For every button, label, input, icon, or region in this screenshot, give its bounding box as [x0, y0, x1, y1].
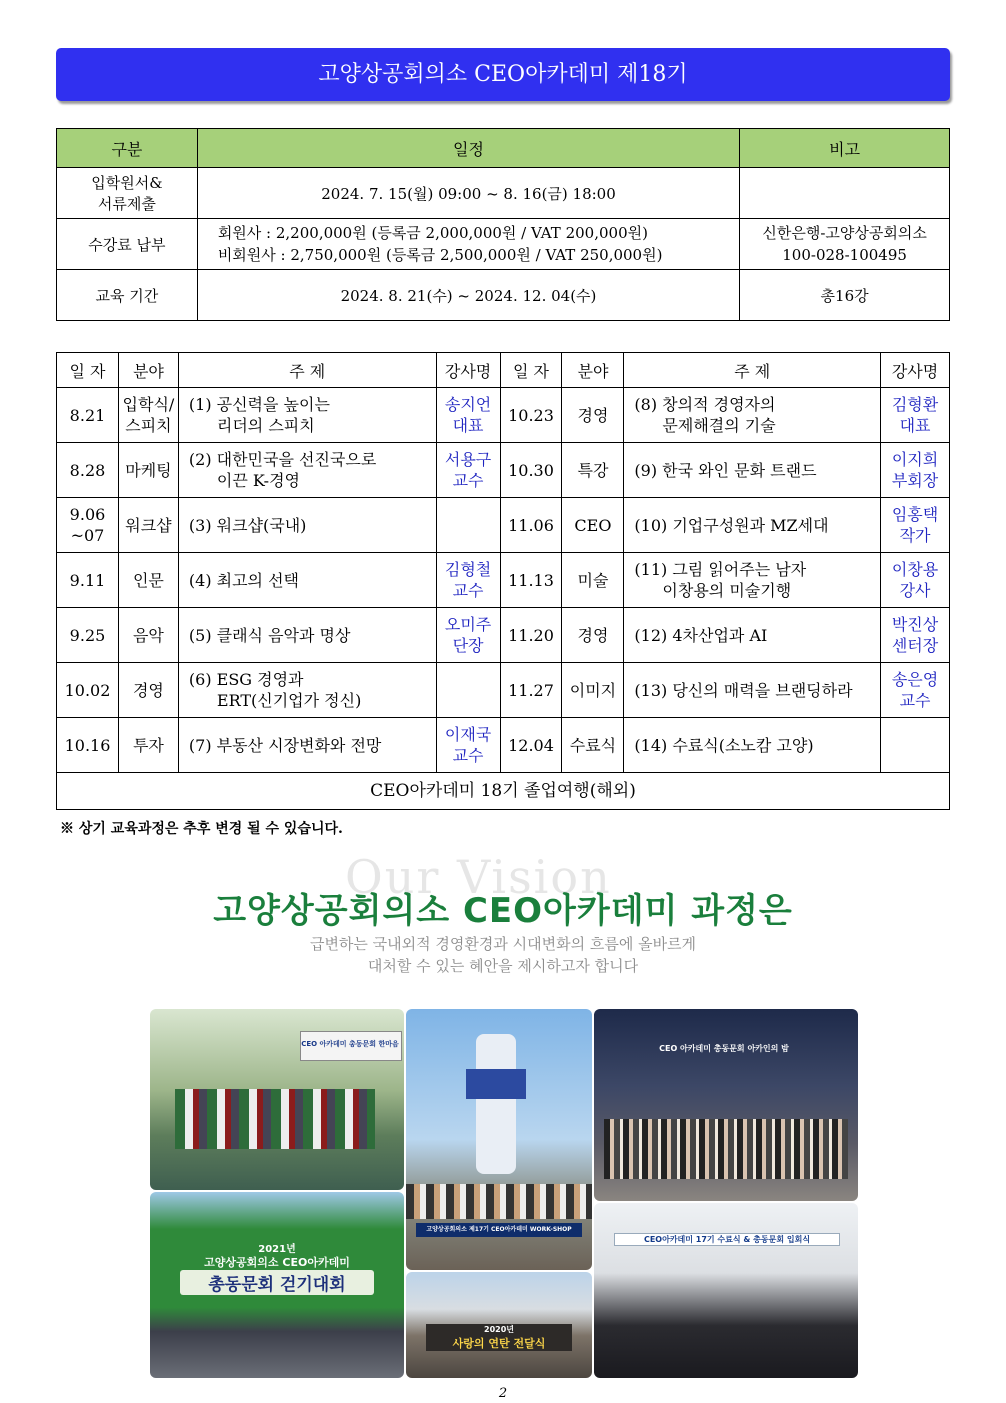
session-topic-line: (7) 부동산 시장변화와 전망 [188, 735, 382, 755]
info-header-row [57, 129, 950, 168]
session-topic [624, 498, 881, 553]
session-lecturer-line: 이창용 [891, 560, 939, 579]
session-topic-line: 문제해결의 기술 [662, 416, 776, 435]
session-topic [624, 443, 881, 498]
schedule-row [57, 553, 950, 608]
session-lecturer-line: 송은영 [891, 670, 939, 689]
session-lecturer-line: 오미주 [444, 615, 492, 634]
session-date-line: 11.20 [508, 625, 554, 645]
session-lecturer [436, 498, 500, 553]
session-field-line: 마케팅 [125, 460, 172, 480]
photo-banner: 고양상공회의소 제17기 CEO아카데미 WORK-SHOP [416, 1223, 582, 1237]
session-field [562, 663, 624, 718]
session-lecturer-line: 임홍택 [891, 505, 939, 524]
photo-alumni-night [594, 1009, 858, 1201]
session-field-line: 음악 [132, 625, 164, 645]
tuition-member: 회원사 : 2,200,000원 (등록금 2,000,000원 / VAT 200,000원) [217, 224, 648, 242]
photo-walking-event [150, 1192, 404, 1378]
header-date: 일 자 [500, 353, 562, 388]
vision-subtitle [0, 933, 1006, 977]
session-lecturer [436, 443, 500, 498]
header-lecturer: 강사명 [436, 353, 500, 388]
session-field [562, 388, 624, 443]
schedule-header-row [57, 353, 950, 388]
session-date [500, 663, 562, 718]
session-field [118, 718, 178, 773]
session-lecturer [881, 553, 950, 608]
session-lecturer [881, 388, 950, 443]
session-topic [624, 608, 881, 663]
session-topic [178, 718, 436, 773]
vision-sub-line: 대처할 수 있는 혜안을 제시하고자 합니다 [367, 957, 639, 975]
session-lecturer-line: 단장 [452, 636, 484, 655]
session-field-line: 입학식/ [122, 395, 175, 414]
walking-title: 고양상공회의소 CEO아카데미 [204, 1256, 350, 1269]
session-lecturer-line: 교수 [452, 746, 484, 765]
header-topic: 주 제 [178, 353, 436, 388]
session-field [562, 608, 624, 663]
session-field [118, 388, 178, 443]
session-topic-line: 이끈 K-경영 [216, 471, 300, 490]
session-date-line: 10.16 [64, 735, 111, 755]
session-date [57, 608, 119, 663]
session-date [57, 553, 119, 608]
session-date [57, 498, 119, 553]
session-lecturer [436, 718, 500, 773]
session-field [118, 663, 178, 718]
photo-workshop [406, 1009, 592, 1270]
page-title: 고양상공회의소 CEO아카데미 제18기 [56, 48, 950, 101]
session-date-line: 8.21 [69, 405, 106, 425]
info-header-schedule: 일정 [197, 129, 739, 168]
header-lecturer: 강사명 [881, 353, 950, 388]
session-lecturer-line: 서용구 [444, 450, 492, 469]
session-topic-line: (4) 최고의 선택 [188, 570, 300, 590]
walking-main: 총동문회 걷기대회 [180, 1270, 374, 1295]
session-field-line: 인문 [132, 570, 164, 590]
session-lecturer [881, 443, 950, 498]
photo-briquette-donation [406, 1272, 592, 1378]
session-topic-line: (13) 당신의 매력을 브랜딩하라 [634, 680, 853, 700]
session-date-line: 10.30 [508, 460, 554, 480]
info-label: 교육 기간 [57, 270, 198, 321]
session-field-line: 스피치 [125, 416, 172, 435]
graduation-trip: CEO아카데미 18기 졸업여행(해외) [57, 773, 950, 810]
info-table [56, 128, 950, 321]
session-date [57, 663, 119, 718]
session-topic-line: (1) 공신력을 높이는 [188, 395, 330, 414]
session-date [500, 443, 562, 498]
session-field [562, 553, 624, 608]
session-topic-line: (3) 워크샵(국내) [188, 515, 307, 535]
tuition-nonmember: 비회원사 : 2,750,000원 (등록금 2,500,000원 / VAT 250,000원) [217, 246, 663, 264]
session-field-line: 투자 [132, 735, 164, 755]
schedule-note: ※ 상기 교육과정은 추후 변경 될 수 있습니다. [60, 821, 343, 837]
session-lecturer [881, 663, 950, 718]
session-lecturer [881, 498, 950, 553]
session-topic [624, 388, 881, 443]
schedule-row [57, 388, 950, 443]
session-date [500, 718, 562, 773]
walking-year: 2021년 [258, 1244, 296, 1255]
session-topic [178, 663, 436, 718]
info-label: 수강료 납부 [57, 219, 198, 270]
photo-banner: CEO 아카데미 총동문회 아카인의 밤 [659, 1044, 789, 1053]
photo-banner: CEO 아카데미 총동문회 한마음 [301, 1040, 399, 1048]
header-date: 일 자 [57, 353, 119, 388]
session-lecturer-line: 이재국 [444, 725, 492, 744]
bank-account: 100-028-100495 [782, 246, 907, 264]
schedule-row [57, 498, 950, 553]
schedule-row [57, 663, 950, 718]
session-lecturer [881, 608, 950, 663]
schedule-row [57, 443, 950, 498]
info-label [57, 168, 198, 219]
session-topic-line: (14) 수료식(소노캄 고양) [634, 735, 814, 755]
session-date-line: 9.11 [69, 570, 106, 590]
session-field [118, 553, 178, 608]
session-topic [624, 663, 881, 718]
session-lecturer [436, 388, 500, 443]
session-field-line: 워크샵 [125, 515, 172, 535]
session-lecturer-line: 송지언 [444, 395, 492, 414]
session-field [118, 608, 178, 663]
session-field-line: 경영 [577, 625, 609, 645]
info-header-note: 비고 [740, 129, 950, 168]
session-date-line: ~07 [70, 526, 105, 545]
session-lecturer-line: 강사 [899, 581, 931, 600]
session-topic-line: 이창용의 미술기행 [662, 581, 792, 600]
session-lecturer-line: 이지희 [891, 450, 939, 469]
info-header-category: 구분 [57, 129, 198, 168]
session-topic [178, 443, 436, 498]
info-row-tuition [57, 219, 950, 270]
briquette-year: 2020년 [426, 1324, 572, 1335]
session-date-line: 11.06 [508, 515, 554, 535]
session-date-line: 11.13 [508, 570, 554, 590]
session-lecturer [436, 553, 500, 608]
photo-banner: CEO아카데미 17기 수료식 & 총동문회 입회식 [614, 1233, 840, 1246]
session-lecturer-line: 작가 [899, 526, 931, 545]
schedule-row [57, 608, 950, 663]
session-topic [178, 608, 436, 663]
session-date-line: 12.04 [508, 735, 554, 755]
session-lecturer [881, 718, 950, 773]
session-lecturer-line: 교수 [899, 691, 931, 710]
session-date-line: 10.23 [508, 405, 554, 425]
session-field [562, 498, 624, 553]
session-date-line: 9.06 [69, 505, 106, 524]
session-lecturer-line: 부회장 [891, 471, 939, 490]
session-field-line: 경영 [577, 405, 609, 425]
session-lecturer [436, 663, 500, 718]
session-lecturer-line: 김형철 [444, 560, 492, 579]
info-schedule [197, 219, 739, 270]
session-date [500, 553, 562, 608]
session-field-line: 특강 [577, 460, 609, 480]
session-field-line: 미술 [577, 570, 609, 590]
session-topic-line: (8) 창의적 경영자의 [634, 395, 776, 414]
session-field [562, 718, 624, 773]
session-date-line: 11.27 [508, 680, 554, 700]
photo-graduation [594, 1203, 858, 1378]
session-lecturer-line: 센터장 [891, 636, 939, 655]
session-topic-line: (9) 한국 와인 문화 트랜드 [634, 460, 817, 480]
label-line: 입학원서& [91, 174, 163, 192]
schedule-footer-row [57, 773, 950, 810]
session-date [500, 388, 562, 443]
session-field [118, 498, 178, 553]
session-topic-line: (6) ESG 경영과 [188, 670, 304, 689]
session-field [562, 443, 624, 498]
header-field: 분야 [118, 353, 178, 388]
session-topic-line: ERT(신기업가 정신) [216, 691, 362, 710]
info-note [740, 219, 950, 270]
session-lecturer-line: 박진상 [891, 615, 939, 634]
session-field-line: 이미지 [569, 680, 617, 700]
session-date-line: 10.02 [64, 680, 111, 700]
schedule-table [56, 352, 950, 810]
session-topic-line: (12) 4차산업과 AI [634, 625, 768, 645]
session-topic [624, 718, 881, 773]
vision-sub-line: 급변하는 국내외적 경영환경과 시대변화의 흐름에 올바르게 [309, 935, 697, 953]
session-topic [178, 388, 436, 443]
info-schedule: 2024. 8. 21(수) ~ 2024. 12. 04(수) [197, 270, 739, 321]
session-topic-line: (11) 그림 읽어주는 남자 [634, 560, 807, 579]
vision-watermark: Our Vision [345, 850, 612, 904]
session-lecturer-line: 교수 [452, 581, 484, 600]
session-lecturer-line: 교수 [452, 471, 484, 490]
session-field [118, 443, 178, 498]
session-date [500, 608, 562, 663]
session-topic [178, 553, 436, 608]
session-topic-line: (10) 기업구성원과 MZ세대 [634, 515, 829, 535]
page-number: 2 [498, 1386, 508, 1401]
info-note [740, 168, 950, 219]
session-field-line: CEO [574, 515, 612, 535]
photo-sports-event [150, 1009, 404, 1190]
session-date [500, 498, 562, 553]
session-date [57, 443, 119, 498]
briquette-title: 사랑의 연탄 전달식 [426, 1335, 572, 1351]
session-topic-line: 리더의 스피치 [216, 416, 315, 435]
session-topic-line: (2) 대한민국을 선진국으로 [188, 450, 377, 469]
vision-title: 고양상공회의소 CEO아카데미 과정은 [213, 891, 793, 931]
session-lecturer-line: 대표 [452, 416, 484, 435]
session-field-line: 경영 [132, 680, 164, 700]
label-line: 서류제출 [97, 195, 156, 213]
session-date-line: 8.28 [69, 460, 106, 480]
header-field: 분야 [562, 353, 624, 388]
session-field-line: 수료식 [569, 735, 617, 755]
session-date-line: 9.25 [69, 625, 106, 645]
session-lecturer-line: 대표 [899, 416, 931, 435]
bank-name: 신한은행-고양상공회의소 [762, 224, 927, 242]
session-topic-line: (5) 클래식 음악과 명상 [188, 625, 351, 645]
info-note: 총16강 [740, 270, 950, 321]
session-date [57, 388, 119, 443]
info-schedule: 2024. 7. 15(월) 09:00 ~ 8. 16(금) 18:00 [197, 168, 739, 219]
session-date [57, 718, 119, 773]
schedule-row [57, 718, 950, 773]
session-topic [178, 498, 436, 553]
info-row-application [57, 168, 950, 219]
session-lecturer [436, 608, 500, 663]
session-lecturer-line: 김형환 [891, 395, 939, 414]
info-row-period [57, 270, 950, 321]
header-topic: 주 제 [624, 353, 881, 388]
session-topic [624, 553, 881, 608]
